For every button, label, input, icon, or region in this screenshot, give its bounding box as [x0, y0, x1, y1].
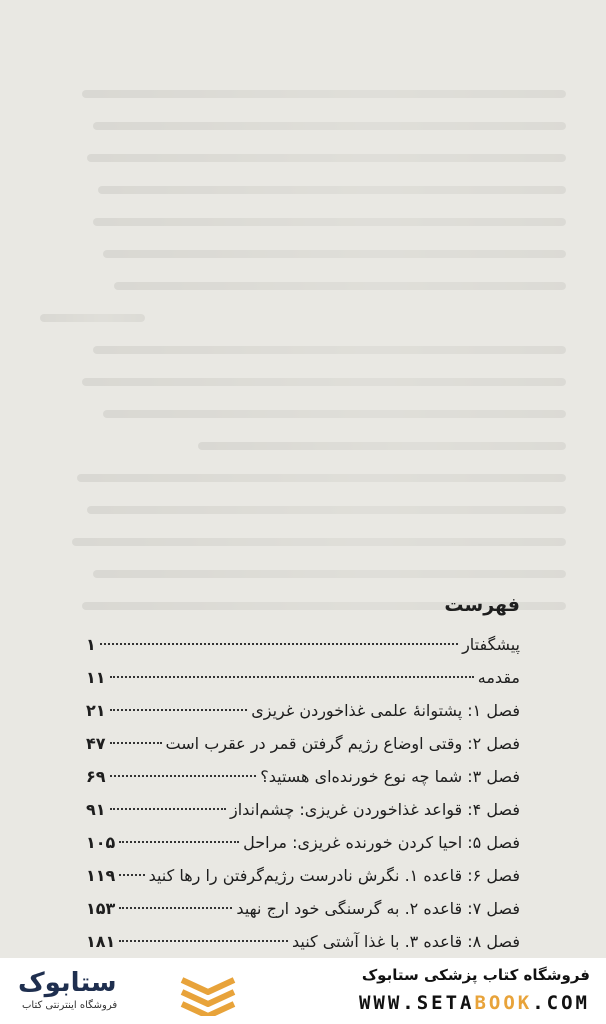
- setabook-logo: [18, 966, 248, 1018]
- toc-leader-dots: [110, 676, 474, 678]
- toc-entry: [86, 727, 520, 760]
- toc-entry-label: فصل ۵: احیا کردن خورنده غریزی: مراحل: [243, 833, 520, 852]
- toc-entry-label: فصل ۱: پشتوانهٔ علمی غذاخوردن غریزی: [251, 701, 520, 720]
- toc-leader-dots: [110, 775, 257, 777]
- toc-list: [86, 628, 520, 958]
- toc-leader-dots: [119, 841, 239, 843]
- toc-page-number: ۱۰۵: [86, 833, 116, 852]
- toc-page-number: ۴۷: [86, 734, 106, 753]
- toc-entry-label: فصل ۷: قاعده ۲. به گرسنگی خود ارج نهید: [236, 899, 520, 918]
- toc-leader-dots: [110, 742, 162, 744]
- url-prefix: WWW.SETA: [358, 992, 475, 1014]
- toc-entry-label: فصل ۴: قواعد غذاخوردن غریزی: چشم‌انداز: [229, 800, 520, 819]
- store-url[interactable]: [359, 992, 590, 1014]
- book-stack-icon: [178, 970, 238, 1016]
- logo-subtitle: فروشگاه اینترنتی کتاب: [22, 1000, 118, 1011]
- toc-entry: [86, 628, 520, 661]
- toc-leader-dots: [119, 907, 232, 909]
- toc-entry-label: فصل ۸: قاعده ۳. با غذا آشتی کنید: [292, 932, 520, 951]
- toc-entry: [86, 694, 520, 727]
- store-name: فروشگاه کتاب پزشکی ستابوک: [361, 966, 590, 984]
- toc-leader-dots: [110, 709, 248, 711]
- footer-banner: [0, 958, 606, 1024]
- logo-text: ستابوک: [18, 968, 117, 998]
- toc-entry-label: فصل ۶: قاعده ۱. نگرش نادرست رژیم‌گرفتن را رها کنید: [148, 866, 520, 885]
- toc-entry: [86, 826, 520, 859]
- toc-title: فهرست: [444, 594, 520, 616]
- toc-entry: [86, 859, 520, 892]
- toc-entry: [86, 925, 520, 958]
- toc-leader-dots: [119, 874, 144, 876]
- url-brand: BOOK: [474, 992, 533, 1014]
- toc-page-number: ۱۸۱: [86, 932, 116, 951]
- toc-page-number: ۱۱: [86, 668, 106, 687]
- toc-page-number: ۲۱: [86, 701, 106, 720]
- toc-page-number: ۱۵۳: [86, 899, 116, 918]
- table-of-contents: [86, 590, 520, 958]
- toc-leader-dots: [110, 808, 226, 810]
- toc-entry: [86, 793, 520, 826]
- toc-entry-label: فصل ۲: وقتی اوضاع رژیم گرفتن قمر در عقرب است: [165, 734, 520, 753]
- toc-entry: [86, 661, 520, 694]
- toc-page-number: ۶۹: [86, 767, 106, 786]
- toc-leader-dots: [100, 643, 458, 645]
- toc-entry: [86, 760, 520, 793]
- bleed-through-text: [40, 90, 566, 590]
- toc-leader-dots: [119, 940, 288, 942]
- url-suffix: .COM: [532, 992, 590, 1014]
- toc-page-number: ۹۱: [86, 800, 106, 819]
- toc-page-number: ۱: [86, 635, 96, 654]
- toc-page-number: ۱۱۹: [86, 866, 116, 885]
- toc-entry-label: پیشگفتار: [462, 635, 520, 654]
- toc-entry: [86, 892, 520, 925]
- toc-entry-label: مقدمه: [477, 668, 520, 687]
- toc-entry-label: فصل ۳: شما چه نوع خورنده‌ای هستید؟: [260, 767, 520, 786]
